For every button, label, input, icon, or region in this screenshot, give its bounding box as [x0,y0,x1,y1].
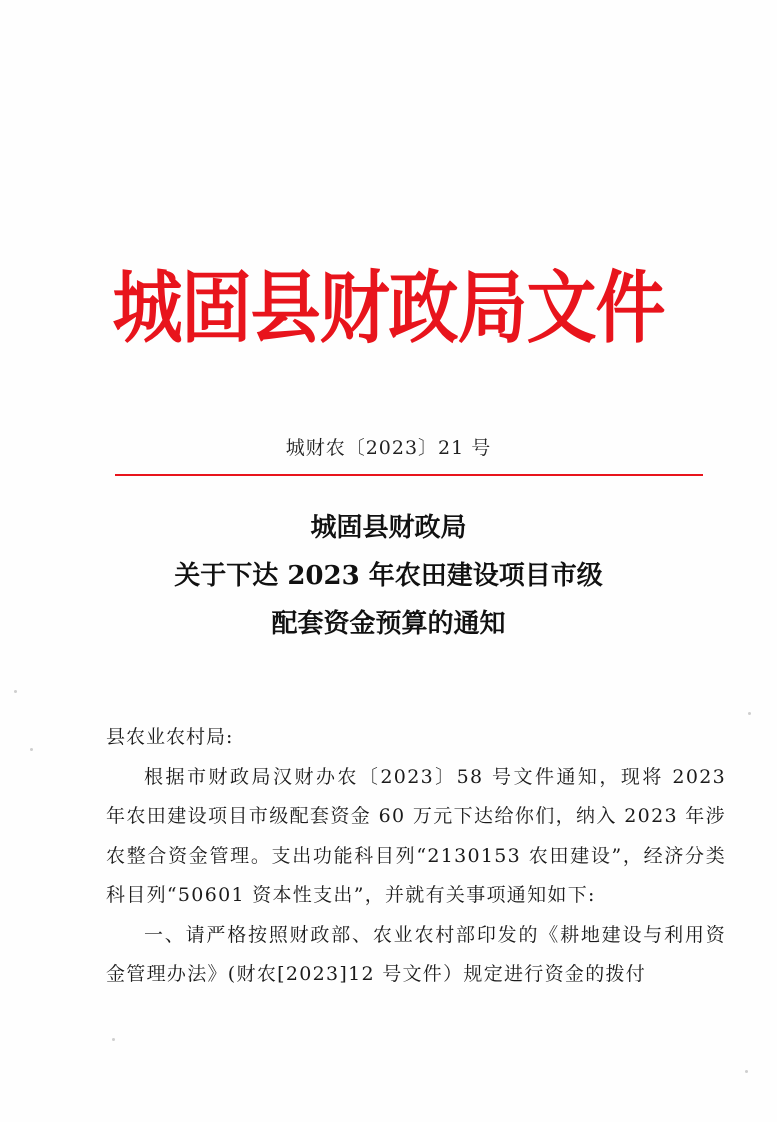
notice-title-line-1: 城固县财政局 [310,513,467,543]
document-header-title: 城固县财政局文件 [112,260,665,354]
scan-speck [745,1070,748,1073]
notice-body [106,718,726,995]
scan-speck [748,712,751,715]
notice-title [0,504,777,648]
scan-speck [30,748,33,751]
body-paragraph-1: 根据市财政局汉财办农〔2023〕58 号文件通知，现将 2023 年农田建设项目市级配套资金 60 万元下达给你们，纳入 2023 年涉农整合资金管理。支出功能科目列“2130153 农田建设”，经济分类科目列“50601 资本性支出”，并就有关事项通知如下: [106,765,726,906]
body-paragraph-2: 一、请严格按照财政部、农业农村部印发的《耕地建设与利用资金管理办法》(财农[2023]12 号文件）规定进行资金的拨付 [106,923,726,985]
document-number: 城财农〔2023〕21 号 [285,437,492,459]
notice-title-line-2: 关于下达 2023 年农田建设项目市级 [174,561,603,591]
scan-speck [112,1038,115,1041]
notice-title-line-3: 配套资金预算的通知 [271,609,506,639]
red-divider-line [115,474,703,476]
addressee: 县农业农村局: [106,726,234,748]
scan-speck [14,690,17,693]
